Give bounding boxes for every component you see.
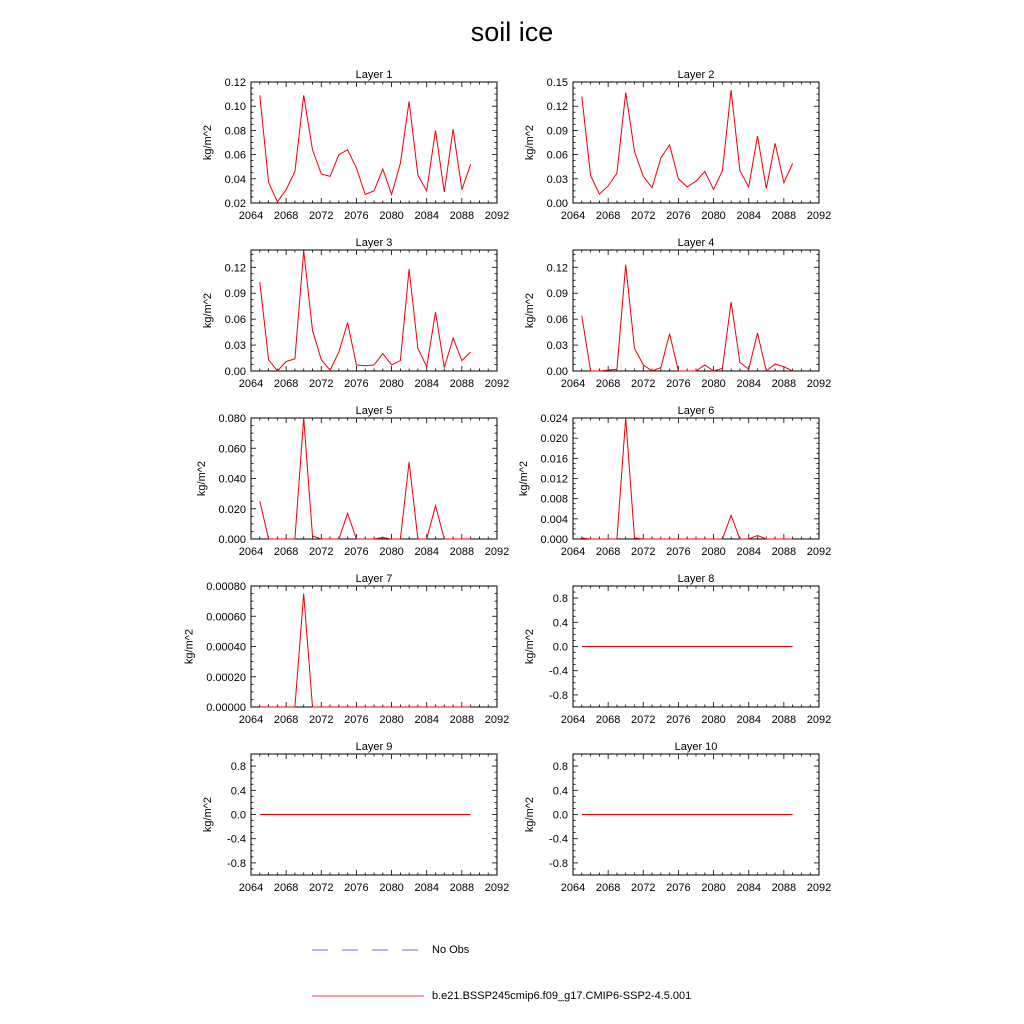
series-line xyxy=(582,90,793,194)
x-tick-label: 2068 xyxy=(273,546,299,558)
x-tick-label: 2092 xyxy=(484,546,510,558)
y-axis-label: kg/m^2 xyxy=(183,628,196,665)
x-tick-label: 2080 xyxy=(379,714,404,726)
y-tick-label: 0.020 xyxy=(218,503,246,516)
x-tick-label: 2088 xyxy=(771,714,797,726)
panel-layer-9 xyxy=(202,741,509,894)
x-tick-label: 2080 xyxy=(701,210,726,222)
x-tick-label: 2084 xyxy=(736,882,761,894)
x-tick-label: 2092 xyxy=(484,210,510,222)
y-tick-label: -0.8 xyxy=(549,857,568,870)
x-tick-label: 2076 xyxy=(666,714,691,726)
plot-frame xyxy=(573,82,819,203)
y-tick-label: 0.12 xyxy=(224,262,246,275)
x-tick-label: 2084 xyxy=(414,378,439,390)
x-tick-label: 2080 xyxy=(701,546,726,558)
plot-frame xyxy=(251,250,497,371)
x-tick-label: 2076 xyxy=(344,714,369,726)
panel-title: Layer 2 xyxy=(677,69,715,81)
x-tick-label: 2084 xyxy=(736,210,761,222)
x-tick-label: 2076 xyxy=(666,882,691,894)
y-tick-label: -0.4 xyxy=(549,665,568,678)
y-tick-label: -0.4 xyxy=(549,833,568,846)
y-tick-label: 0.02 xyxy=(224,198,246,210)
y-tick-label: 0.004 xyxy=(540,513,568,526)
y-tick-label: 0.03 xyxy=(224,340,246,353)
panel-title: Layer 5 xyxy=(355,405,393,417)
plot-frame xyxy=(573,250,819,371)
x-tick-label: 2088 xyxy=(771,378,797,390)
y-axis-label: kg/m^2 xyxy=(524,124,537,161)
y-tick-label: 0.008 xyxy=(540,493,568,506)
x-tick-label: 2092 xyxy=(806,378,832,390)
y-tick-label: 0.12 xyxy=(546,262,568,275)
x-tick-label: 2072 xyxy=(309,210,334,222)
y-tick-label: 0.09 xyxy=(224,288,246,301)
y-tick-label: 0.15 xyxy=(546,77,568,89)
x-tick-label: 2092 xyxy=(806,210,832,222)
y-axis-label: kg/m^2 xyxy=(524,796,537,833)
y-tick-label: 0.03 xyxy=(546,340,568,353)
x-tick-label: 2092 xyxy=(484,882,510,894)
y-tick-label: 0.06 xyxy=(546,149,568,162)
y-tick-label: 0.8 xyxy=(552,761,568,774)
x-tick-label: 2072 xyxy=(309,546,334,558)
x-tick-label: 2064 xyxy=(560,714,586,726)
y-tick-label: -0.4 xyxy=(227,833,246,846)
x-tick-label: 2068 xyxy=(273,210,299,222)
legend-label: No Obs xyxy=(432,944,470,956)
legend-swatch-solid xyxy=(312,986,424,1006)
series-line xyxy=(260,418,471,539)
x-tick-label: 2092 xyxy=(806,882,832,894)
y-axis-label: kg/m^2 xyxy=(202,292,215,329)
y-tick-label: 0.000 xyxy=(218,534,246,546)
y-axis-label: kg/m^2 xyxy=(202,124,215,161)
x-tick-label: 2080 xyxy=(379,210,404,222)
x-tick-label: 2068 xyxy=(273,882,299,894)
y-tick-label: 0.03 xyxy=(546,173,568,186)
x-tick-label: 2080 xyxy=(379,378,404,390)
x-tick-label: 2076 xyxy=(344,210,369,222)
x-tick-label: 2080 xyxy=(701,882,726,894)
y-tick-label: 0.00 xyxy=(546,198,568,210)
y-axis-label: kg/m^2 xyxy=(524,292,537,329)
series-line xyxy=(260,251,471,371)
x-tick-label: 2084 xyxy=(736,378,761,390)
x-tick-label: 2072 xyxy=(631,210,656,222)
x-tick-label: 2088 xyxy=(771,210,797,222)
y-tick-label: 0.016 xyxy=(540,453,568,466)
y-tick-label: 0.00 xyxy=(546,366,568,378)
y-tick-label: 0.4 xyxy=(230,785,246,798)
x-tick-label: 2072 xyxy=(631,546,656,558)
x-tick-label: 2068 xyxy=(595,714,621,726)
x-tick-label: 2068 xyxy=(595,882,621,894)
y-tick-label: 0.06 xyxy=(224,149,246,162)
x-tick-label: 2076 xyxy=(344,546,369,558)
panel-layer-5 xyxy=(196,405,509,558)
x-tick-label: 2072 xyxy=(309,882,334,894)
x-tick-label: 2072 xyxy=(631,378,656,390)
y-axis-label: kg/m^2 xyxy=(518,460,530,497)
x-tick-label: 2064 xyxy=(238,882,264,894)
x-tick-label: 2068 xyxy=(595,210,621,222)
panel-title: Layer 8 xyxy=(677,573,715,585)
x-tick-label: 2084 xyxy=(414,210,439,222)
x-tick-label: 2088 xyxy=(771,546,797,558)
x-tick-label: 2088 xyxy=(449,210,475,222)
panel-title: Layer 3 xyxy=(355,237,393,249)
panel-title: Layer 9 xyxy=(355,741,393,753)
legend-swatch-dashed xyxy=(312,940,424,960)
panel-layer-4 xyxy=(524,237,831,390)
y-tick-label: 0.06 xyxy=(224,314,246,327)
panel-title: Layer 4 xyxy=(677,237,715,249)
x-tick-label: 2076 xyxy=(344,378,369,390)
panel-layer-10 xyxy=(524,741,831,894)
panel-title: Layer 7 xyxy=(355,573,393,585)
y-tick-label: 0.024 xyxy=(540,413,568,425)
y-tick-label: 0.06 xyxy=(546,314,568,327)
panel-layer-7 xyxy=(184,573,510,726)
x-tick-label: 2084 xyxy=(414,714,439,726)
y-tick-label: 0.12 xyxy=(546,101,568,114)
x-tick-label: 2068 xyxy=(273,378,299,390)
y-tick-label: -0.8 xyxy=(227,857,246,870)
y-tick-label: 0.10 xyxy=(224,101,246,114)
y-tick-label: 0.0 xyxy=(552,641,568,654)
panel-title: Layer 6 xyxy=(677,405,715,417)
y-tick-label: 0.012 xyxy=(540,473,568,486)
y-tick-label: 0.060 xyxy=(218,443,246,456)
y-tick-label: 0.020 xyxy=(540,433,568,446)
x-tick-label: 2088 xyxy=(449,378,475,390)
y-tick-label: 0.8 xyxy=(230,761,246,774)
x-tick-label: 2064 xyxy=(238,210,264,222)
series-line xyxy=(260,95,471,202)
x-tick-label: 2084 xyxy=(736,714,761,726)
x-tick-label: 2080 xyxy=(379,882,404,894)
y-tick-label: 0.0 xyxy=(552,809,568,822)
y-tick-label: 0.00020 xyxy=(206,671,246,684)
x-tick-label: 2064 xyxy=(238,378,264,390)
x-tick-label: 2068 xyxy=(595,546,621,558)
y-tick-label: 0.00 xyxy=(224,366,246,378)
y-tick-label: 0.00080 xyxy=(206,581,246,593)
y-axis-label: kg/m^2 xyxy=(196,460,208,497)
x-tick-label: 2068 xyxy=(595,378,621,390)
plot-frame xyxy=(251,418,497,539)
plot-frame xyxy=(251,586,497,707)
x-tick-label: 2064 xyxy=(560,546,586,558)
x-tick-label: 2088 xyxy=(449,882,475,894)
x-tick-label: 2064 xyxy=(560,882,586,894)
x-tick-label: 2092 xyxy=(484,714,510,726)
x-tick-label: 2088 xyxy=(449,546,475,558)
x-tick-label: 2072 xyxy=(309,714,334,726)
x-tick-label: 2072 xyxy=(631,714,656,726)
x-tick-label: 2080 xyxy=(701,714,726,726)
x-tick-label: 2088 xyxy=(771,882,797,894)
y-tick-label: 0.08 xyxy=(224,125,246,138)
y-tick-label: 0.00000 xyxy=(206,702,246,714)
x-tick-label: 2092 xyxy=(484,378,510,390)
y-tick-label: 0.00040 xyxy=(206,641,246,654)
panel-layer-2 xyxy=(524,69,831,222)
x-tick-label: 2084 xyxy=(414,882,439,894)
x-tick-label: 2076 xyxy=(666,210,691,222)
panel-layer-8 xyxy=(524,573,831,726)
series-line xyxy=(582,418,793,539)
panel-layer-1 xyxy=(202,69,509,222)
page-title: soil ice xyxy=(470,17,554,47)
y-tick-label: 0.04 xyxy=(224,173,246,186)
y-tick-label: 0.09 xyxy=(546,288,568,301)
panel-title: Layer 10 xyxy=(674,741,718,753)
y-tick-label: 0.080 xyxy=(218,413,246,425)
x-tick-label: 2072 xyxy=(309,378,334,390)
panel-title: Layer 1 xyxy=(355,69,393,81)
legend-label: b.e21.BSSP245cmip6.f09_g17.CMIP6-SSP2-4.5.001 xyxy=(432,990,692,1002)
x-tick-label: 2080 xyxy=(379,546,404,558)
series-line xyxy=(260,594,471,707)
x-tick-label: 2072 xyxy=(631,882,656,894)
y-tick-label: 0.040 xyxy=(218,473,246,486)
y-tick-label: -0.8 xyxy=(549,689,568,702)
panel-layer-6 xyxy=(518,405,831,558)
y-tick-label: 0.4 xyxy=(552,785,568,798)
x-tick-label: 2064 xyxy=(238,546,264,558)
y-tick-label: 0.000 xyxy=(540,534,568,546)
x-tick-label: 2068 xyxy=(273,714,299,726)
y-axis-label: kg/m^2 xyxy=(524,628,537,665)
x-tick-label: 2076 xyxy=(666,546,691,558)
plot-frame xyxy=(573,418,819,539)
x-tick-label: 2076 xyxy=(344,882,369,894)
x-tick-label: 2092 xyxy=(806,546,832,558)
y-tick-label: 0.12 xyxy=(224,77,246,89)
panel-layer-3 xyxy=(202,237,509,390)
series-line xyxy=(582,265,793,371)
x-tick-label: 2088 xyxy=(449,714,475,726)
x-tick-label: 2092 xyxy=(806,714,832,726)
y-axis-label: kg/m^2 xyxy=(202,796,215,833)
y-tick-label: 0.09 xyxy=(546,125,568,138)
x-tick-label: 2076 xyxy=(666,378,691,390)
x-tick-label: 2064 xyxy=(238,714,264,726)
y-tick-label: 0.8 xyxy=(552,593,568,606)
x-tick-label: 2064 xyxy=(560,210,586,222)
y-tick-label: 0.4 xyxy=(552,617,568,630)
x-tick-label: 2064 xyxy=(560,378,586,390)
x-tick-label: 2084 xyxy=(414,546,439,558)
x-tick-label: 2080 xyxy=(701,378,726,390)
x-tick-label: 2084 xyxy=(736,546,761,558)
y-tick-label: 0.0 xyxy=(230,809,246,822)
y-tick-label: 0.00060 xyxy=(206,611,246,624)
